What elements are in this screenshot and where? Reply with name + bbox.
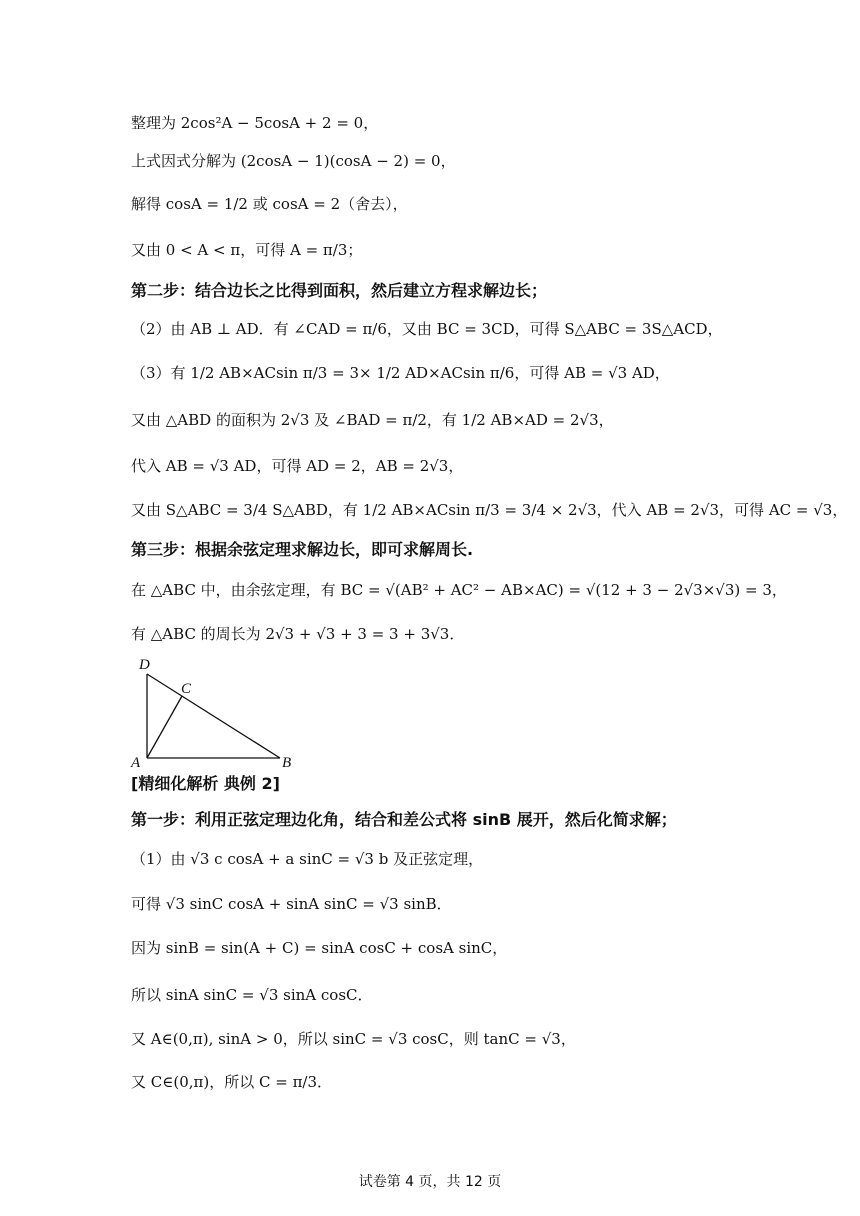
solution-line: 在 △ABC 中，由余弦定理，有 BC = √(AB² + AC² − AB×AC) = √(12 + 3 − 2√3×√3) = 3，: [131, 581, 787, 599]
solution-line: 有 △ABC 的周长为 2√3 + √3 + 3 = 3 + 3√3．: [131, 625, 465, 643]
solution-line: 又由 △ABD 的面积为 2√3 及 ∠BAD = π/2，有 1/2 AB×AD = 2√3，: [131, 411, 614, 429]
label-A: A: [131, 755, 141, 770]
label-C: C: [181, 681, 192, 697]
solution-line: （3）有 1/2 AB×ACsin π/3 = 3× 1/2 AD×ACsin π/6，可得 AB = √3 AD，: [131, 364, 670, 382]
solution-line: 所以 sinA sinC = √3 sinA cosC．: [131, 986, 373, 1004]
label-B: B: [282, 755, 292, 770]
solution-line: 又由 0 < A < π，可得 A = π/3；: [131, 241, 363, 259]
solution-line: 又由 S△ABC = 3/4 S△ABD，有 1/2 AB×ACsin π/3 = 3/4 × 2√3，代入 AB = 2√3，可得 AC = √3，: [131, 501, 848, 519]
triangle-figure: [128, 654, 298, 770]
solution-line: 又 A∈(0,π), sinA > 0，所以 sinC = √3 cosC，则 tanC = √3，: [131, 1030, 576, 1048]
step-heading: 第二步：结合边长之比得到面积，然后建立方程求解边长；: [131, 281, 548, 300]
step-heading: 第三步：根据余弦定理求解边长，即可求解周长.: [131, 540, 474, 559]
segment-DB: [147, 674, 280, 758]
step-heading: 第一步：利用正弦定理边化角，结合和差公式将 sinB 展开，然后化简求解；: [131, 810, 677, 829]
page-footer: 试卷第 4 页，共 12 页: [358, 1174, 502, 1190]
solution-line: （1）由 √3 c cosA + a sinC = √3 b 及正弦定理，: [131, 850, 484, 868]
step-heading: [精细化解析 典例 2]: [131, 774, 280, 793]
solution-line: 整理为 2cos²A − 5cosA + 2 = 0，: [131, 114, 379, 132]
label-D: D: [139, 657, 150, 673]
solution-line: 又 C∈(0,π)，所以 C = π/3．: [131, 1073, 333, 1091]
solution-line: 代入 AB = √3 AD，可得 AD = 2，AB = 2√3，: [131, 457, 464, 475]
solution-line: 因为 sinB = sin(A + C) = sinA cosC + cosA sinC，: [131, 939, 508, 957]
segment-AC: [147, 696, 182, 758]
solution-line: 解得 cosA = 1/2 或 cosA = 2（舍去），: [131, 195, 408, 213]
solution-line: （2）由 AB ⊥ AD．有 ∠CAD = π/6，又由 BC = 3CD，可得 S△ABC = 3S△ACD，: [131, 320, 723, 338]
solution-line: 上式因式分解为 (2cosA − 1)(cosA − 2) = 0，: [131, 152, 456, 170]
solution-line: 可得 √3 sinC cosA + sinA sinC = √3 sinB．: [131, 895, 452, 913]
